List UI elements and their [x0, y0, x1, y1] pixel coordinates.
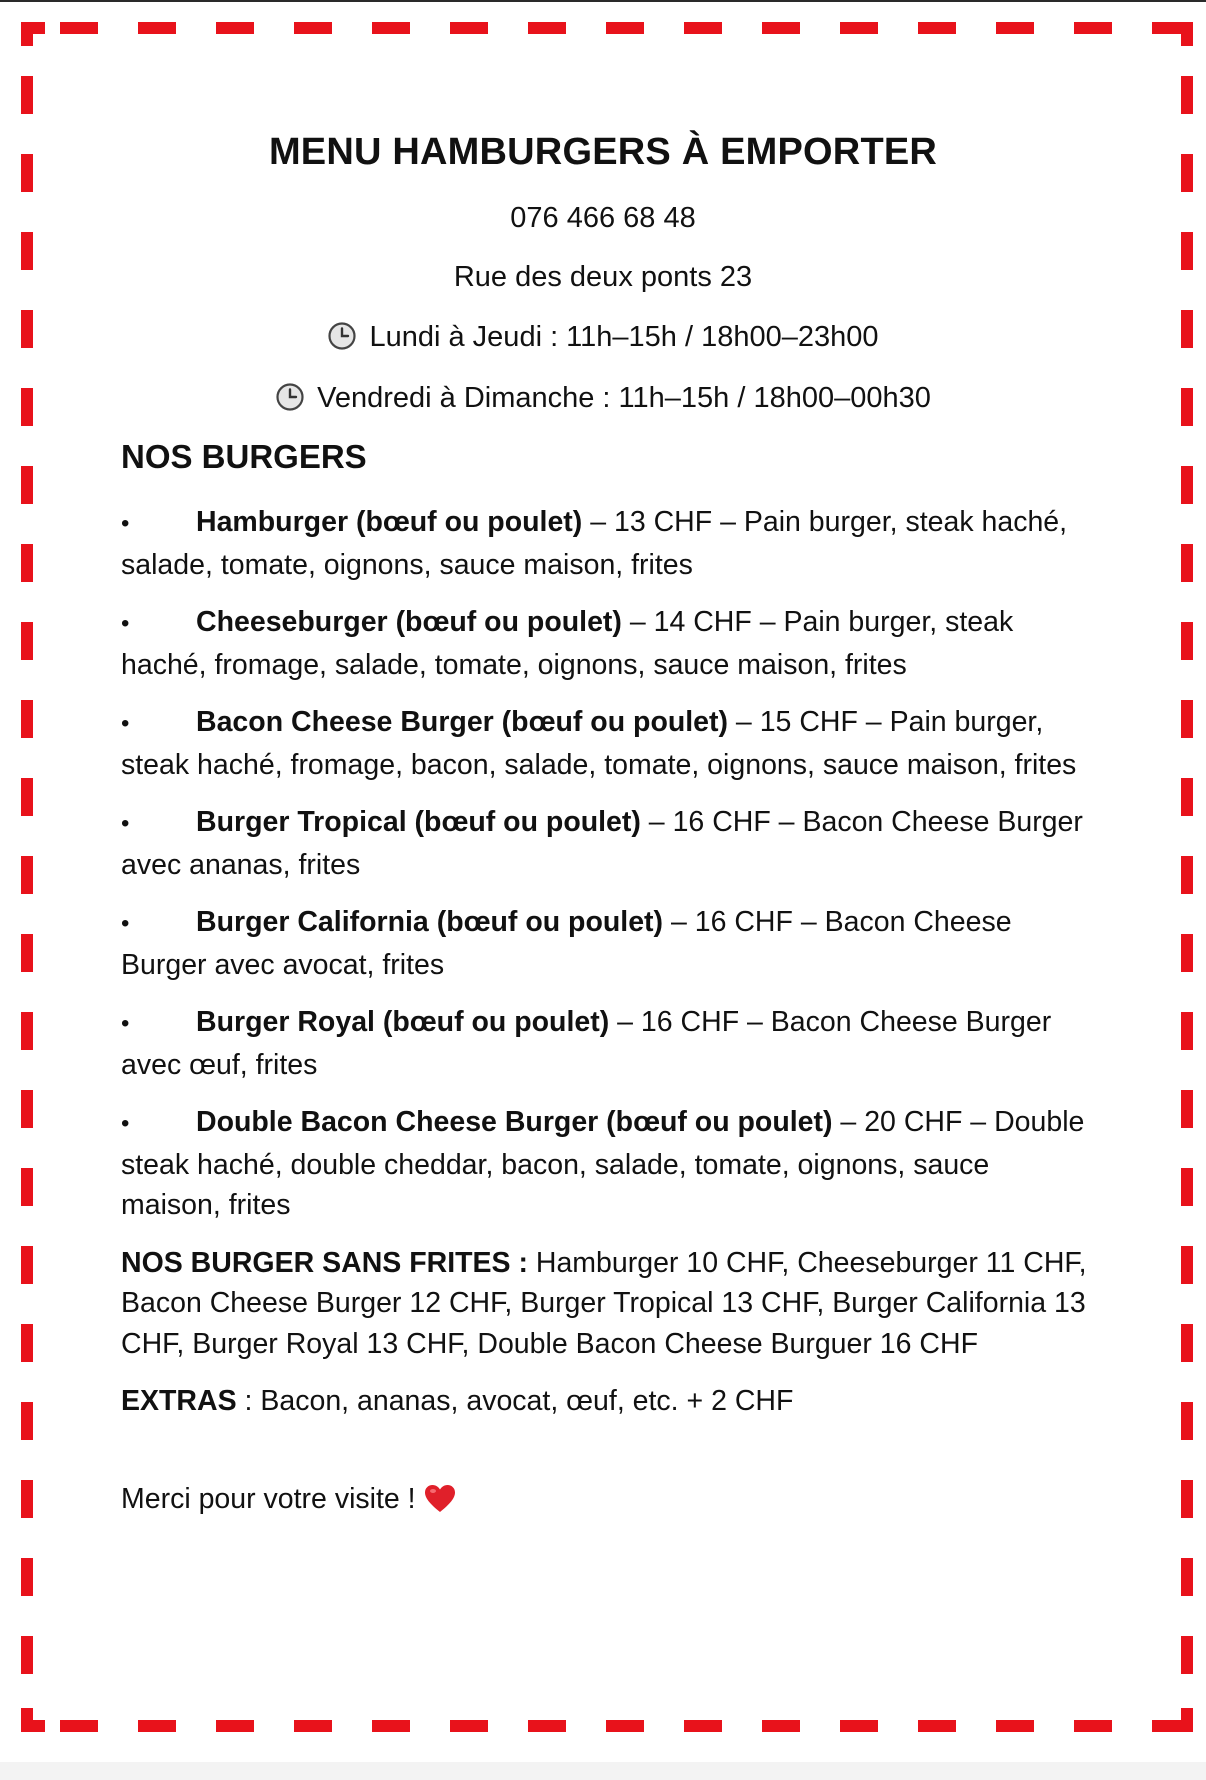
- extras: [121, 1381, 1091, 1422]
- burger-item-royal: [121, 1002, 1091, 1085]
- burger-item-bacon-cheese: [121, 702, 1091, 785]
- menu-title: MENU HAMBURGERS À EMPORTER: [268, 131, 938, 173]
- bullet: •: [121, 610, 130, 637]
- hours-weekend: [0, 382, 1206, 420]
- burger-item-double-bacon: [121, 1102, 1091, 1226]
- burger-item-cheeseburger: [121, 602, 1091, 685]
- burger-item-hamburger: [121, 502, 1091, 585]
- burger-name: Burger Tropical (bœuf ou poulet): [196, 806, 641, 838]
- bullet: •: [121, 1110, 130, 1137]
- burger-name: Cheeseburger (bœuf ou poulet): [196, 606, 622, 638]
- burger-name: Double Bacon Cheese Burger (bœuf ou poulet): [196, 1106, 833, 1138]
- no-fries-text: Hamburger 10 CHF, Cheeseburger 11 CHF, Bacon Cheese Burger 12 CHF, Burger Tropical 13 CHF, Burger California 13 CHF, Burger Royal 13 CHF, Double Bacon Cheese Burguer 16 CHF: [121, 1246, 1087, 1360]
- clock-icon: [275, 382, 305, 420]
- hours-weekdays-text: Lundi à Jeudi : 11h–15h / 18h00–23h00: [369, 321, 879, 353]
- bullet: •: [121, 510, 130, 537]
- address: Rue des deux ponts 23: [453, 261, 753, 293]
- burger-details: – 15 CHF – Pain burger, steak haché, fromage, bacon, salade, tomate, oignons, sauce maison, frites: [121, 706, 1077, 781]
- burger-name: Bacon Cheese Burger (bœuf ou poulet): [196, 706, 729, 738]
- burger-details: – 16 CHF – Bacon Cheese Burger avec œuf, frites: [121, 1006, 1052, 1081]
- burger-name: Hamburger (bœuf ou poulet): [196, 506, 583, 538]
- bullet: •: [121, 1010, 130, 1037]
- burger-item-california: [121, 902, 1091, 985]
- extras-label: EXTRAS: [121, 1385, 237, 1417]
- heart-icon: [424, 1484, 456, 1526]
- thank-you-text: Merci pour votre visite !: [121, 1482, 416, 1515]
- menu-content: [121, 502, 1091, 1525]
- hours-weekend-text: Vendredi à Dimanche : 11h–15h / 18h00–00h30: [317, 382, 931, 414]
- thank-you-line: [121, 1479, 1091, 1526]
- burger-name: Burger Royal (bœuf ou poulet): [196, 1006, 610, 1038]
- section-title-burgers: NOS BURGERS: [121, 438, 367, 475]
- no-fries-label: NOS BURGER SANS FRITES :: [121, 1246, 528, 1279]
- extras-text: : Bacon, ananas, avocat, œuf, etc. + 2 CHF: [236, 1385, 794, 1417]
- no-fries-prices: [121, 1243, 1091, 1365]
- bottom-strip: [0, 1762, 1206, 1780]
- burger-details: – 16 CHF – Bacon Cheese Burger avec avocat, frites: [121, 906, 1012, 981]
- burger-details: – 14 CHF – Pain burger, steak haché, fromage, salade, tomate, oignons, sauce maison, frites: [121, 606, 1014, 681]
- bullet: •: [121, 710, 130, 737]
- bullet: •: [121, 910, 130, 937]
- burger-details: – 13 CHF – Pain burger, steak haché, salade, tomate, oignons, sauce maison, frites: [121, 506, 1068, 581]
- clock-icon: [327, 321, 357, 359]
- hours-weekdays: [0, 321, 1206, 359]
- burger-item-tropical: [121, 802, 1091, 885]
- burger-details: – 20 CHF – Double steak haché, double cheddar, bacon, salade, tomate, oignons, sauce maison, frites: [121, 1106, 1085, 1221]
- burger-name: Burger California (bœuf ou poulet): [196, 906, 664, 938]
- burger-details: – 16 CHF – Bacon Cheese Burger avec ananas, frites: [121, 806, 1083, 881]
- bullet: •: [121, 810, 130, 837]
- phone-number: 076 466 68 48: [510, 202, 696, 234]
